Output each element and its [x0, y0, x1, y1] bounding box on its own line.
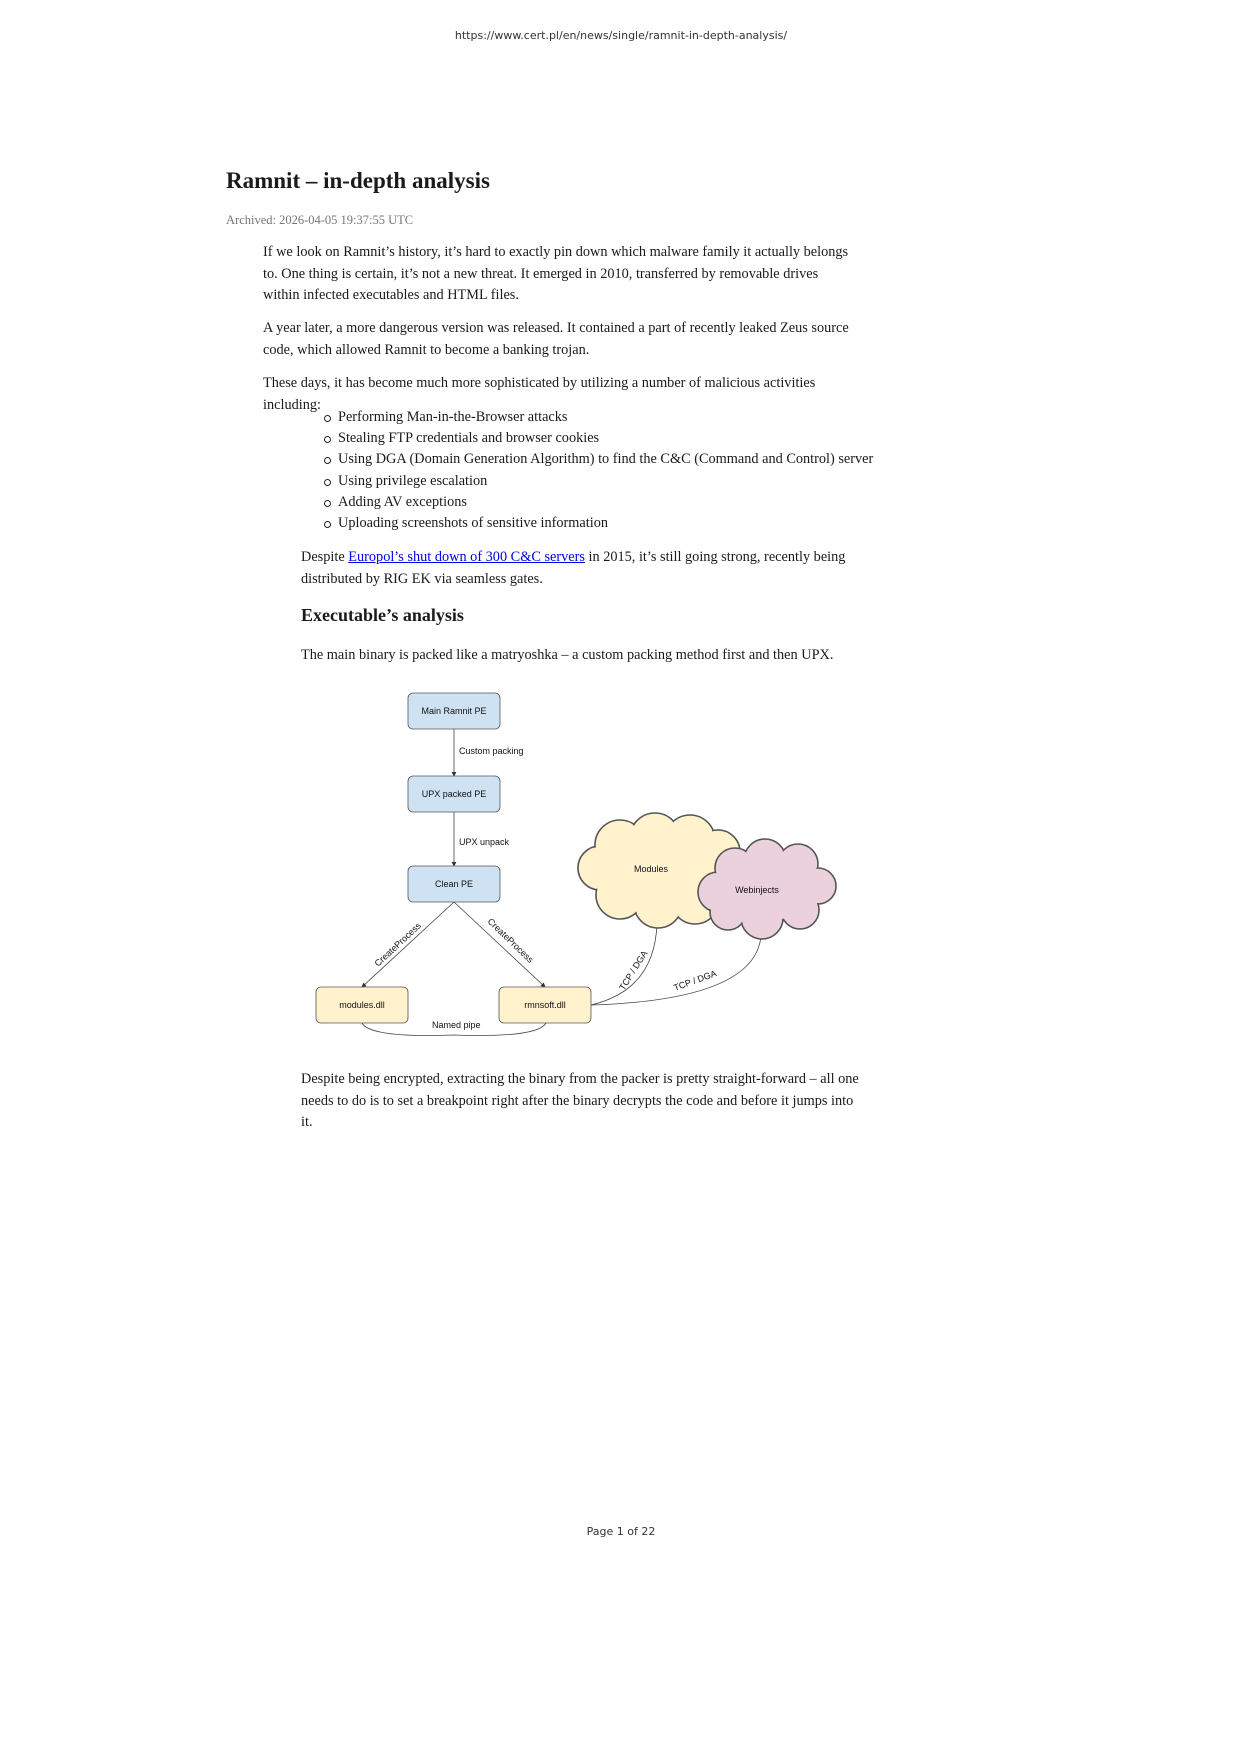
- node-label: modules.dll: [339, 1000, 385, 1010]
- article-title: Ramnit – in-depth analysis: [226, 168, 490, 193]
- activities-intro: These days, it has become much more sophisticated by utilizing a number of malicious activities including:: [263, 375, 816, 413]
- page-number: Page 1 of 22: [586, 1525, 656, 1538]
- list-item: Using DGA (Domain Generation Algorithm) to find the C&C (Command and Control) server: [338, 449, 898, 470]
- packing-diagram: [300, 680, 840, 1050]
- node-label: UPX packed PE: [421, 789, 487, 799]
- edge-tcp-webinjects: [591, 936, 761, 1005]
- node-label: Clean PE: [434, 879, 474, 889]
- node-modules-dll: [316, 987, 408, 1023]
- section-heading: Executable’s analysis: [301, 605, 464, 625]
- label-named-pipe: Named pipe: [432, 1020, 481, 1030]
- node-label: rmnsoft.dll: [524, 1000, 566, 1010]
- node-clean-pe: [408, 866, 500, 902]
- list-item: Stealing FTP credentials and browser cookies: [338, 428, 898, 449]
- closing-paragraph: Despite being encrypted, extracting the binary from the packer is pretty straight-forward – all one needs to do is to set a breakpoint right after the binary decrypts the code and before it jumps into it.: [301, 1071, 859, 1130]
- europol-link[interactable]: Europol’s shut down of 300 C&C servers: [348, 549, 585, 565]
- text: in 2015, it’s still going strong, recently being distributed by RIG EK via seamless gates.: [301, 549, 846, 587]
- node-rmnsoft-dll: [499, 987, 591, 1023]
- activities-list: [338, 407, 898, 534]
- archived-timestamp: Archived: 2026-04-05 19:37:55 UTC: [226, 213, 414, 227]
- node-main-ramnit-pe: [408, 693, 500, 729]
- label-create-process-left: CreateProcess: [372, 920, 423, 969]
- list-item: Uploading screenshots of sensitive information: [338, 513, 898, 534]
- history-paragraph: A year later, a more dangerous version was released. It contained a part of recently leaked Zeus source code, which allowed Ramnit to become a banking trojan.: [263, 320, 849, 358]
- page-url: https://www.cert.pl/en/news/single/ramnit-in-depth-analysis/: [454, 29, 788, 42]
- list-item: Performing Man-in-the-Browser attacks: [338, 407, 898, 428]
- label-tcp-modules: TCP / DGA: [617, 948, 650, 993]
- edge-tcp-modules: [591, 923, 657, 1005]
- europol-paragraph: [301, 547, 861, 590]
- label-create-process-right: CreateProcess: [485, 916, 536, 965]
- cloud-label: Modules: [633, 864, 669, 874]
- list-item: Adding AV exceptions: [338, 492, 898, 513]
- edge-create-right: [454, 902, 545, 987]
- text: Despite: [301, 549, 349, 565]
- node-upx-packed-pe: [408, 776, 500, 812]
- label-tcp-webinjects: TCP / DGA: [672, 968, 718, 993]
- cloud-label: Webinjects: [735, 885, 779, 895]
- label-upx-unpack: UPX unpack: [459, 837, 510, 847]
- packing-paragraph: The main binary is packed like a matryoshka – a custom packing method first and then UPX.: [301, 647, 834, 663]
- label-custom-packing: Custom packing: [459, 746, 524, 756]
- intro-paragraph: If we look on Ramnit’s history, it’s hard to exactly pin down which malware family it actually belongs to. One thing is certain, it’s not a new threat. It emerged in 2010, transferred by removable drives within infected executables and HTML files.: [263, 244, 849, 303]
- list-item: Using privilege escalation: [338, 471, 898, 492]
- node-label: Main Ramnit PE: [421, 706, 487, 716]
- edge-create-left: [362, 902, 454, 987]
